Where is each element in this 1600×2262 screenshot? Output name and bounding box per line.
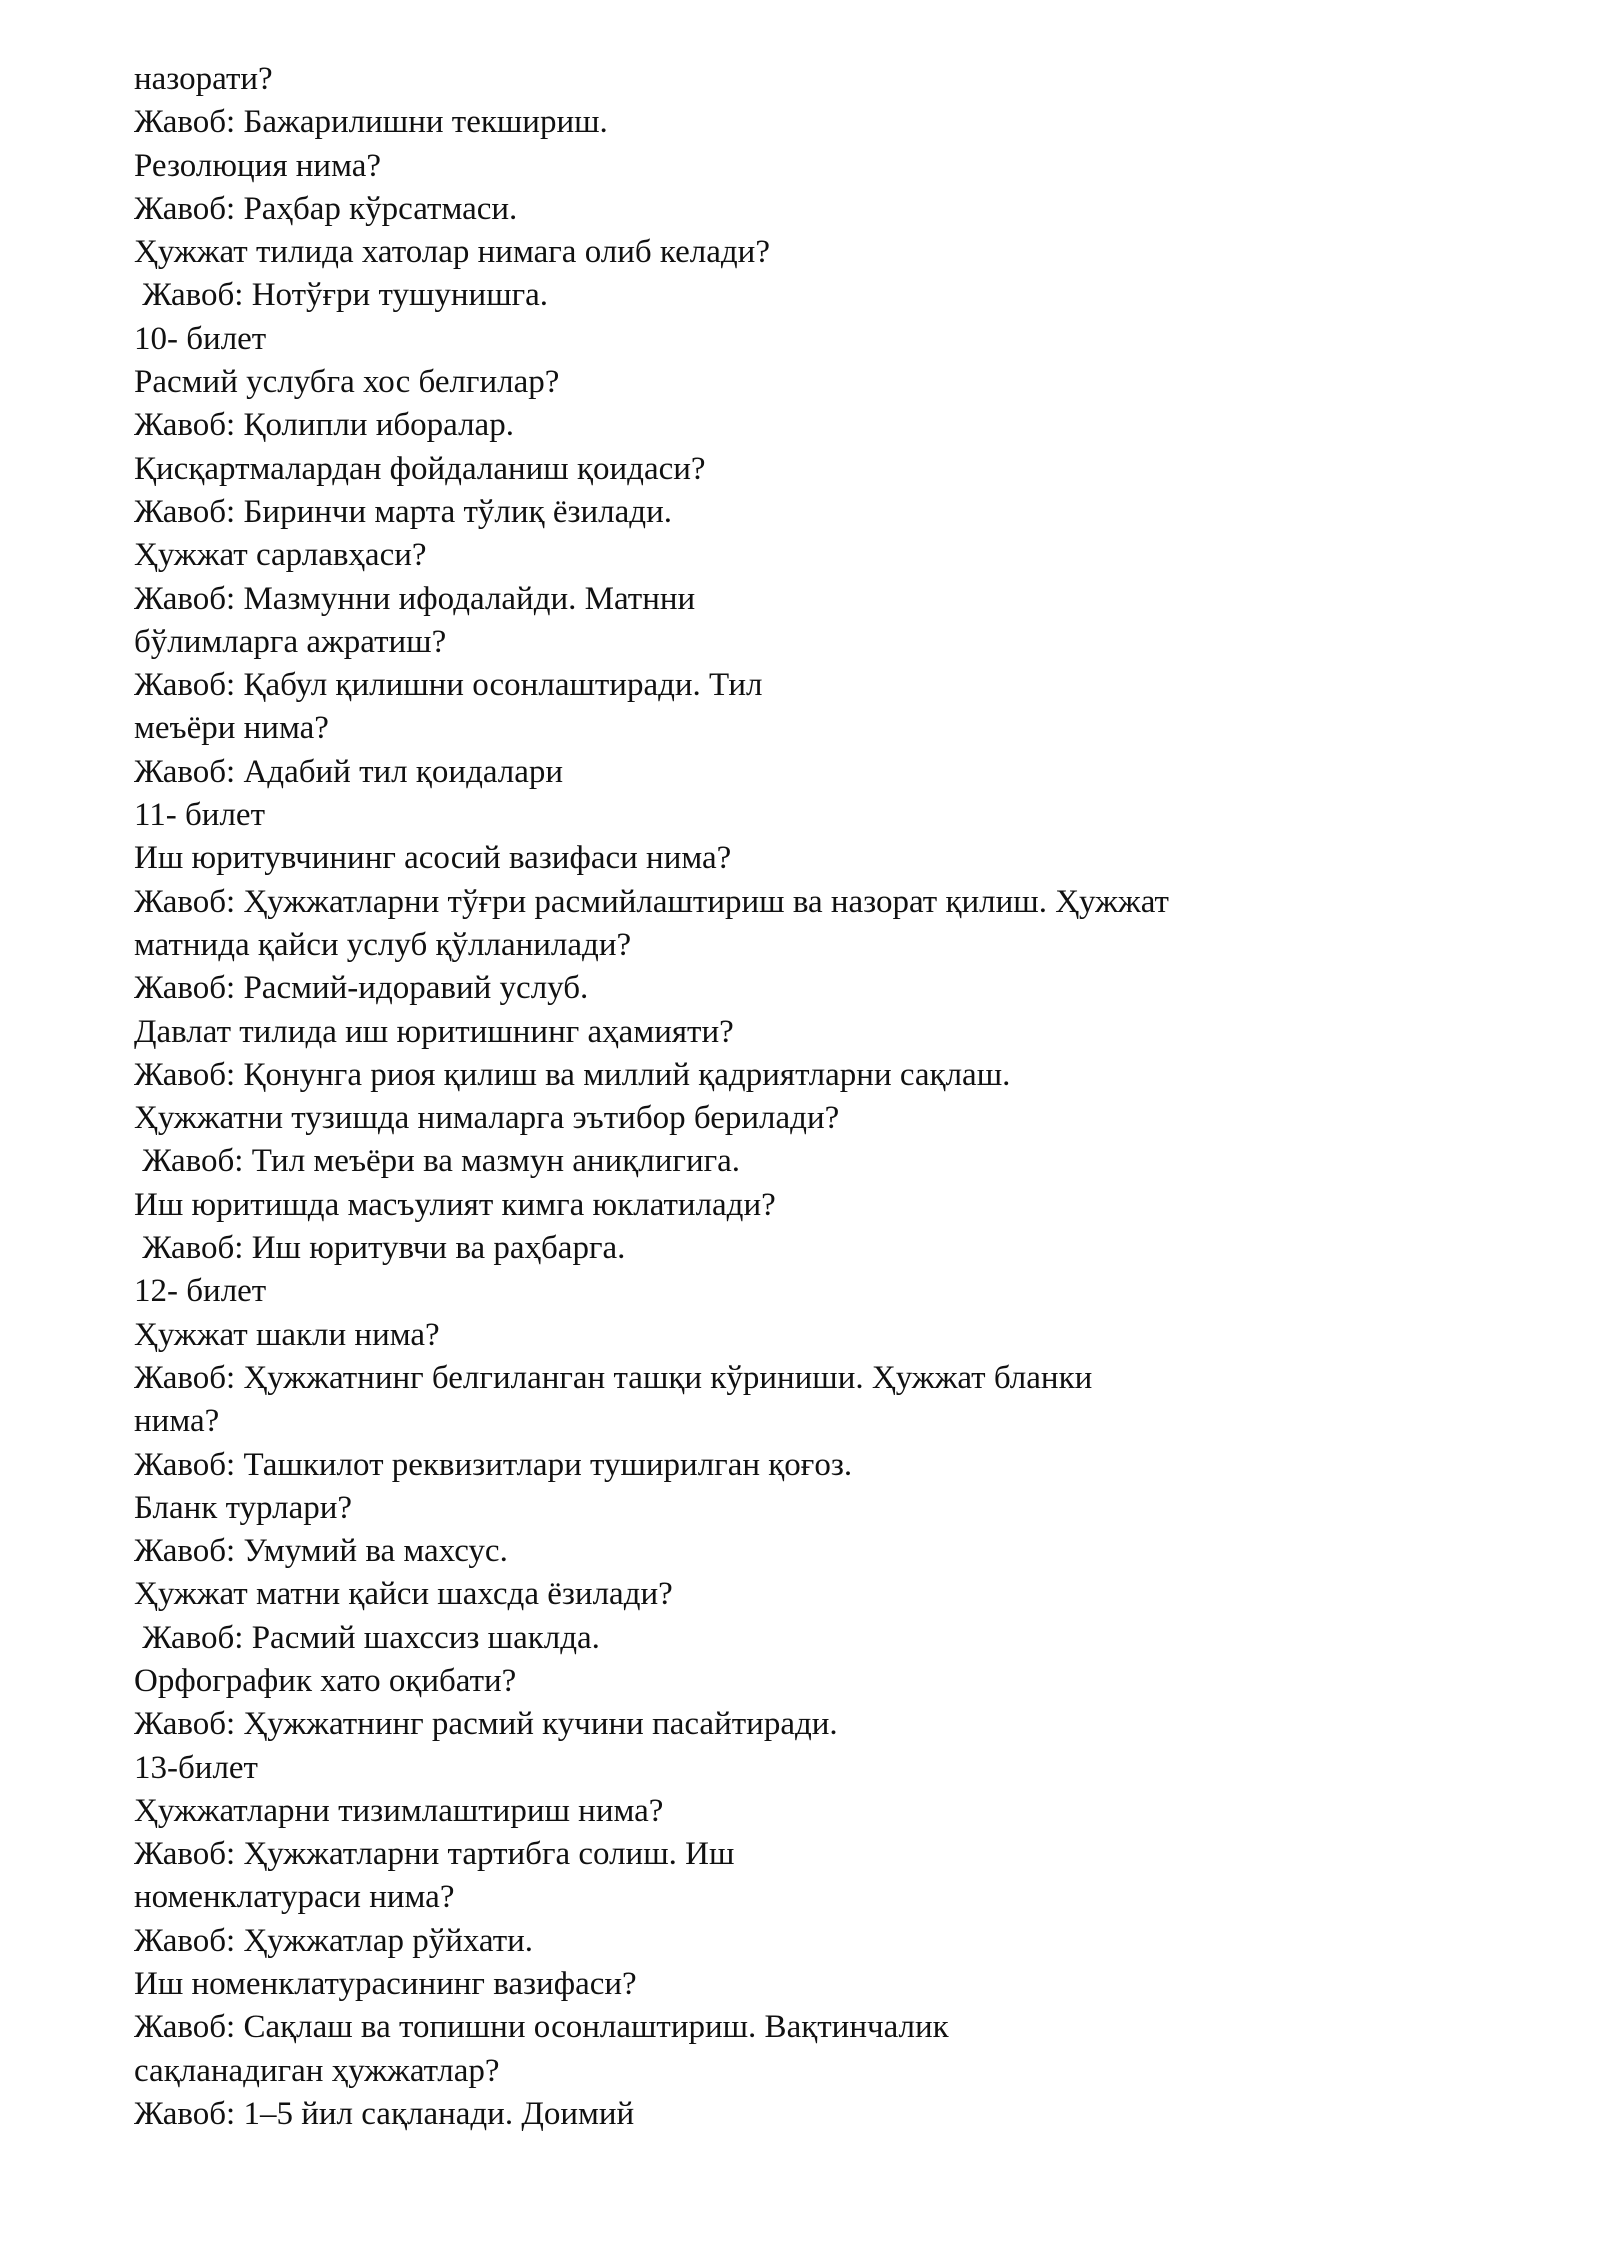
text-line: Жавоб: Қолипли иборалар.: [134, 407, 514, 444]
text-line: Жавоб: Расмий шахссиз шаклда.: [134, 1619, 600, 1656]
text-line: Жавоб: Сақлаш ва топишни осонлаштириш. Вақтинчалик: [134, 2009, 949, 2046]
text-line: Ҳужжатни тузишда нималарга эътибор берилади?: [134, 1100, 840, 1137]
text-line: Жавоб: Нотўғри тушунишга.: [134, 277, 549, 314]
text-line: матнида қайси услуб қўлланилади?: [134, 926, 632, 963]
text-line: Резолюция нима?: [134, 147, 382, 184]
text-line: Жавоб: Тил меъёри ва мазмун аниқлигига.: [134, 1143, 741, 1180]
text-line: бўлимларга ажратиш?: [134, 623, 447, 660]
text-line: Ҳужжат матни қайси шахсда ёзилади?: [134, 1576, 673, 1613]
text-line: меъёри нима?: [134, 710, 329, 747]
text-line: Ҳужжат шакли нима?: [134, 1316, 440, 1353]
text-line: Иш юритишда масъулият кимга юклатилади?: [134, 1186, 776, 1223]
text-line: Жавоб: Ҳужжатлар рўйхати.: [134, 1922, 534, 1959]
ticket-heading: 12- билет: [134, 1273, 267, 1310]
text-line: Жавоб: Умумий ва махсус.: [134, 1533, 508, 1570]
ticket-heading: 13-билет: [134, 1749, 258, 1786]
text-line: сақланадиган ҳужжатлар?: [134, 2052, 500, 2089]
document-text: [134, 58, 1434, 2136]
text-line: Жавоб: Расмий-идоравий услуб.: [134, 970, 589, 1007]
text-line: Орфографик хато оқибати?: [134, 1662, 517, 1699]
ticket-heading: 11- билет: [134, 797, 266, 834]
text-line: Жавоб: Бажарилишни текшириш.: [134, 104, 608, 141]
text-line: Жавоб: Ташкилот реквизитлари туширилган қоғоз.: [134, 1446, 853, 1483]
text-line: Давлат тилида иш юритишнинг аҳамияти?: [134, 1013, 734, 1050]
text-line: Ҳужжат тилида хатолар нимага олиб келади?: [134, 234, 770, 271]
text-line: Жавоб: 1–5 йил сақланади. Доимий: [134, 2095, 635, 2132]
text-line: Жавоб: Адабий тил қоидалари: [134, 753, 564, 790]
text-line: Жавоб: Қонунга риоя қилиш ва миллий қадриятларни сақлаш.: [134, 1056, 1011, 1093]
text-line: Ҳужжат сарлавҳаси?: [134, 537, 427, 574]
text-line: Жавоб: Ҳужжатнинг расмий кучини пасайтиради.: [134, 1706, 838, 1743]
text-line: Жавоб: Мазмунни ифодалайди. Матнни: [134, 580, 696, 617]
text-line: Иш юритувчининг асосий вазифаси нима?: [134, 840, 732, 877]
text-line: Жавоб: Ҳужжатларни тўғри расмийлаштириш ва назорат қилиш. Ҳужжат: [134, 883, 1169, 920]
text-line: Расмий услубга хос белгилар?: [134, 364, 560, 401]
text-line: Жавоб: Иш юритувчи ва раҳбарга.: [134, 1230, 626, 1267]
text-line: назорати?: [134, 61, 273, 97]
text-line: Жавоб: Биринчи марта тўлиқ ёзилади.: [134, 493, 672, 530]
text-line: Жавоб: Қабул қилишни осонлаштиради. Тил: [134, 667, 763, 704]
text-line: Қисқартмалардан фойдаланиш қоидаси?: [134, 450, 706, 487]
text-line: Жавоб: Раҳбар кўрсатмаси.: [134, 190, 518, 227]
text-line: номенклатураси нима?: [134, 1879, 455, 1916]
ticket-heading: 10- билет: [134, 320, 267, 357]
text-line: Иш номенклатурасининг вазифаси?: [134, 1966, 637, 2003]
text-line: Ҳужжатларни тизимлаштириш нима?: [134, 1792, 664, 1829]
text-line: Бланк турлари?: [134, 1489, 353, 1526]
text-line: нима?: [134, 1403, 220, 1440]
text-line: Жавоб: Ҳужжатларни тартибга солиш. Иш: [134, 1836, 735, 1873]
text-line: Жавоб: Ҳужжатнинг белгиланган ташқи кўриниши. Ҳужжат бланки: [134, 1359, 1093, 1396]
